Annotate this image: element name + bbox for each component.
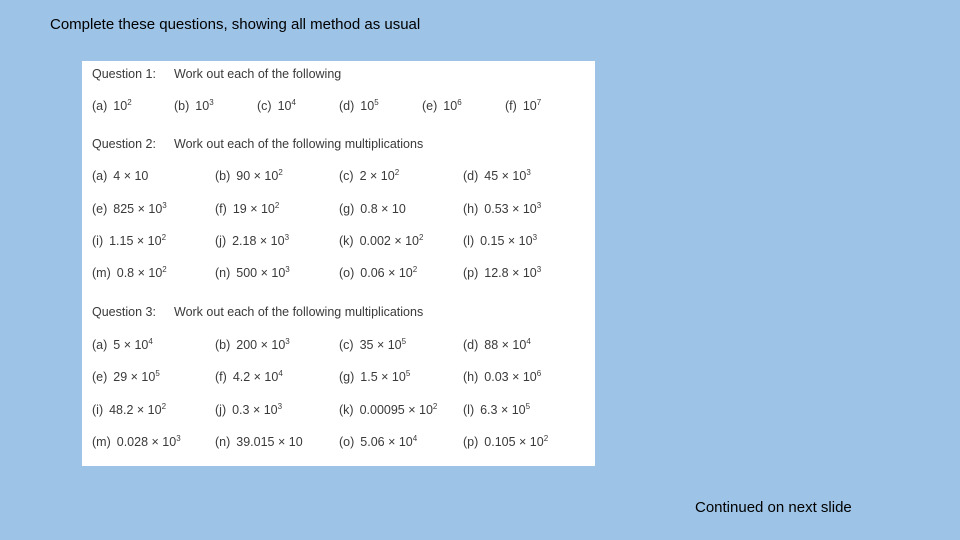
- q3-item: (c) $35 \times 10^5$: [339, 336, 407, 352]
- q3-item: (j) $0.3 \times 10^3$: [215, 401, 283, 417]
- question-2-heading: [92, 134, 423, 154]
- q2-item: (c) $2 \times 10^2$: [339, 167, 400, 183]
- question-1-row: [92, 96, 592, 116]
- question-2-row: [92, 231, 592, 251]
- q2-item: (h) $0.53 \times 10^3$: [463, 200, 542, 216]
- question-3-row: [92, 335, 592, 355]
- q3-item: (k) $0.00095 \times 10^2$: [339, 401, 438, 417]
- q3-item: (b) $200 \times 10^3$: [215, 336, 290, 352]
- q2-item: (f) $19 \times 10^2$: [215, 200, 280, 216]
- q2-item: (e) $825 \times 10^3$: [92, 200, 167, 216]
- q2-item: (l) $0.15 \times 10^3$: [463, 232, 538, 248]
- q3-item: (g) $1.5 \times 10^5$: [339, 368, 411, 384]
- q2-item: (k) $0.002 \times 10^2$: [339, 232, 424, 248]
- q3-item: (f) $4.2 \times 10^4$: [215, 368, 283, 384]
- question-3-number: Question 3:: [92, 305, 156, 319]
- q2-item: (o) $0.06 \times 10^2$: [339, 264, 418, 280]
- continued-footer: Continued on next slide: [695, 499, 852, 516]
- question-2-row: [92, 263, 592, 283]
- q2-item: (m) $0.8 \times 10^2$: [92, 264, 167, 280]
- q2-item: (i) $1.15 \times 10^2$: [92, 232, 167, 248]
- q1-item: (a) $10^2$: [92, 97, 132, 113]
- q3-item: (o) $5.06 \times 10^4$: [339, 433, 418, 449]
- q3-item: (i) $48.2 \times 10^2$: [92, 401, 167, 417]
- q3-item: (m) $0.028 \times 10^3$: [92, 433, 181, 449]
- q3-item: (p) $0.105 \times 10^2$: [463, 433, 549, 449]
- q2-item: (n) $500 \times 10^3$: [215, 264, 290, 280]
- question-1-instruction: Work out each of the following: [174, 67, 342, 81]
- q3-item: (e) $29 \times 10^5$: [92, 368, 160, 384]
- q2-item: (j) $2.18 \times 10^3$: [215, 232, 290, 248]
- question-2-row: [92, 166, 592, 186]
- q1-item: (d) $10^5$: [339, 97, 379, 113]
- q2-item: (b) $90 \times 10^2$: [215, 167, 283, 183]
- question-3-heading: [92, 302, 423, 322]
- q3-item: (d) $88 \times 10^4$: [463, 336, 531, 352]
- question-3-row: [92, 367, 592, 387]
- q3-item: (l) $6.3 \times 10^5$: [463, 401, 531, 417]
- q2-item: (g) 0.8 × 10: [339, 202, 406, 216]
- q1-item: (e) $10^6$: [422, 97, 462, 113]
- q2-item: (a) 4 × 10: [92, 169, 149, 183]
- question-2-instruction: Work out each of the following multiplications: [174, 137, 424, 151]
- q2-item: (d) $45 \times 10^3$: [463, 167, 531, 183]
- q3-item: (a) $5 \times 10^4$: [92, 336, 153, 352]
- slide-title: Complete these questions, showing all method as usual: [50, 16, 421, 33]
- question-2-number: Question 2:: [92, 137, 156, 151]
- question-1-heading: [92, 64, 341, 84]
- q1-item: (f) $10^7$: [505, 97, 542, 113]
- q1-item: (b) $10^3$: [174, 97, 214, 113]
- question-1-number: Question 1:: [92, 67, 156, 81]
- question-3-row: [92, 432, 592, 452]
- q3-item: (n) 39.015 × 10: [215, 435, 303, 449]
- worksheet-image: [82, 61, 595, 466]
- question-2-row: [92, 199, 592, 219]
- q3-item: (h) $0.03 \times 10^6$: [463, 368, 542, 384]
- q2-item: (p) $12.8 \times 10^3$: [463, 264, 542, 280]
- q1-item: (c) $10^4$: [257, 97, 296, 113]
- question-3-instruction: Work out each of the following multiplications: [174, 305, 424, 319]
- question-3-row: [92, 400, 592, 420]
